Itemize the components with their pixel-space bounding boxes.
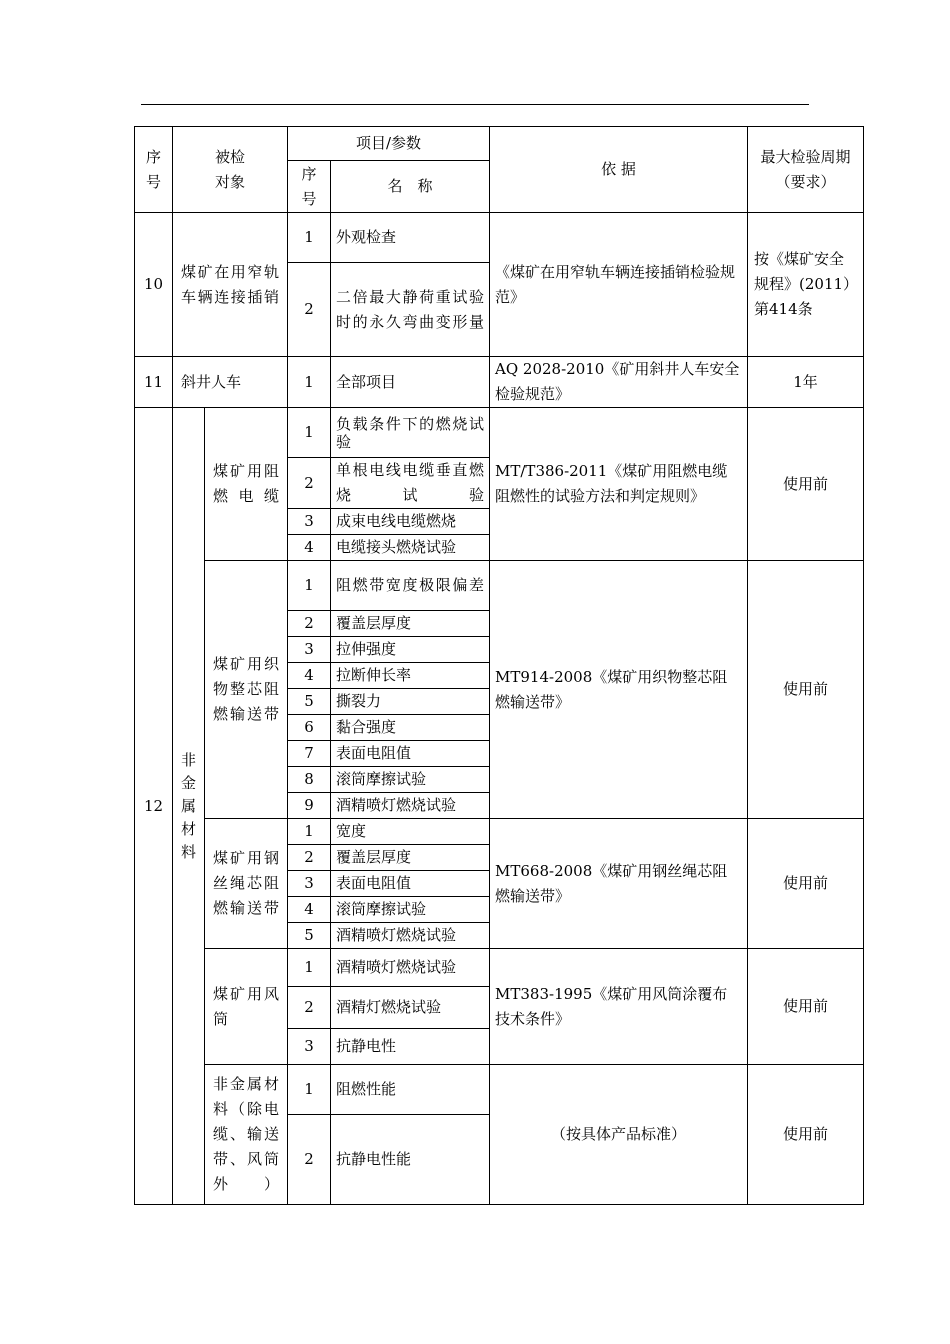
row10-no: 10 <box>135 213 173 357</box>
g3-item3-n: 3 <box>288 871 331 897</box>
header-rule <box>141 104 809 105</box>
g1-item4-n: 4 <box>288 535 331 561</box>
inspection-table <box>134 126 864 1205</box>
g2-item7-n: 7 <box>288 741 331 767</box>
header-object: 被检对象 <box>173 127 288 213</box>
group4-cycle: 使用前 <box>748 949 864 1065</box>
g2-item4-n: 4 <box>288 663 331 689</box>
g1-item1-name: 负载条件下的燃烧试验 <box>331 408 490 458</box>
g2-item4-name: 拉断伸长率 <box>331 663 490 689</box>
header-cycle: 最大检验周期（要求） <box>748 127 864 213</box>
group3-cycle: 使用前 <box>748 819 864 949</box>
group1-basis: MT/T386-2011《煤矿用阻燃电缆阻燃性的试验方法和判定规则》 <box>490 408 748 561</box>
g3-item1-name: 宽度 <box>331 819 490 845</box>
group3-basis: MT668-2008《煤矿用钢丝绳芯阻燃输送带》 <box>490 819 748 949</box>
header-name: 名 称 <box>331 161 490 213</box>
row10-item2-n: 2 <box>288 263 331 357</box>
g2-item9-name: 酒精喷灯燃烧试验 <box>331 793 490 819</box>
g2-item2-name: 覆盖层厚度 <box>331 611 490 637</box>
g2-item2-n: 2 <box>288 611 331 637</box>
row10-object: 煤矿在用窄轨车辆连接插销 <box>173 213 288 357</box>
g3-item2-n: 2 <box>288 845 331 871</box>
g2-item3-n: 3 <box>288 637 331 663</box>
row11-basis: AQ 2028-2010《矿用斜井人车安全检验规范》 <box>490 357 748 408</box>
g2-item1-name: 阻燃带宽度极限偏差 <box>331 561 490 611</box>
g4-item2-name: 酒精灯燃烧试验 <box>331 987 490 1029</box>
g3-item1-n: 1 <box>288 819 331 845</box>
group1-cycle: 使用前 <box>748 408 864 561</box>
row10-cycle: 按《煤矿安全规程》(2011）第414条 <box>748 213 864 357</box>
row12-category: 非金属材料 <box>173 408 205 1205</box>
g1-item3-n: 3 <box>288 509 331 535</box>
g2-item7-name: 表面电阻值 <box>331 741 490 767</box>
group1-object: 煤矿用阻燃电缆 <box>205 408 288 561</box>
g4-item1-n: 1 <box>288 949 331 987</box>
row10-basis: 《煤矿在用窄轨车辆连接插销检验规范》 <box>490 213 748 357</box>
g5-item1-name: 阻燃性能 <box>331 1065 490 1115</box>
header-project-params: 项目/参数 <box>288 127 490 161</box>
g1-item4-name: 电缆接头燃烧试验 <box>331 535 490 561</box>
g5-item1-n: 1 <box>288 1065 331 1115</box>
g3-item5-name: 酒精喷灯燃烧试验 <box>331 923 490 949</box>
g2-item8-n: 8 <box>288 767 331 793</box>
g3-item5-n: 5 <box>288 923 331 949</box>
g2-item9-n: 9 <box>288 793 331 819</box>
g2-item6-n: 6 <box>288 715 331 741</box>
g2-item8-name: 滚筒摩擦试验 <box>331 767 490 793</box>
g4-item2-n: 2 <box>288 987 331 1029</box>
g3-item3-name: 表面电阻值 <box>331 871 490 897</box>
g3-item2-name: 覆盖层厚度 <box>331 845 490 871</box>
g1-item1-n: 1 <box>288 408 331 458</box>
g2-item1-n: 1 <box>288 561 331 611</box>
group2-basis: MT914-2008《煤矿用织物整芯阻燃输送带》 <box>490 561 748 819</box>
group3-object: 煤矿用钢丝绳芯阻燃输送带 <box>205 819 288 949</box>
g3-item4-name: 滚筒摩擦试验 <box>331 897 490 923</box>
g3-item4-n: 4 <box>288 897 331 923</box>
g2-item5-n: 5 <box>288 689 331 715</box>
header-seq: 序号 <box>135 127 173 213</box>
g1-item2-n: 2 <box>288 458 331 509</box>
row11-no: 11 <box>135 357 173 408</box>
row12-no: 12 <box>135 408 173 1205</box>
group5-object: 非金属材料（除电缆、输送带、风筒外） <box>205 1065 288 1205</box>
g4-item3-n: 3 <box>288 1029 331 1065</box>
group2-object: 煤矿用织物整芯阻燃输送带 <box>205 561 288 819</box>
header-sub-seq: 序号 <box>288 161 331 213</box>
row10-item1-name: 外观检查 <box>331 213 490 263</box>
g1-item3-name: 成束电线电缆燃烧 <box>331 509 490 535</box>
row11-cycle: 1年 <box>748 357 864 408</box>
group5-basis: （按具体产品标准） <box>490 1065 748 1205</box>
row11-object: 斜井人车 <box>173 357 288 408</box>
group5-cycle: 使用前 <box>748 1065 864 1205</box>
g4-item1-name: 酒精喷灯燃烧试验 <box>331 949 490 987</box>
g2-item5-name: 撕裂力 <box>331 689 490 715</box>
g4-item3-name: 抗静电性 <box>331 1029 490 1065</box>
g2-item6-name: 黏合强度 <box>331 715 490 741</box>
group2-cycle: 使用前 <box>748 561 864 819</box>
row11-item1-n: 1 <box>288 357 331 408</box>
g2-item3-name: 拉伸强度 <box>331 637 490 663</box>
g1-item2-name: 单根电线电缆垂直燃烧试验 <box>331 458 490 509</box>
header-basis: 依 据 <box>490 127 748 213</box>
group4-object: 煤矿用风筒 <box>205 949 288 1065</box>
row10-item2-name: 二倍最大静荷重试验时的永久弯曲变形量 <box>331 263 490 357</box>
row11-item1-name: 全部项目 <box>331 357 490 408</box>
g5-item2-name: 抗静电性能 <box>331 1115 490 1205</box>
group4-basis: MT383-1995《煤矿用风筒涂覆布技术条件》 <box>490 949 748 1065</box>
row10-item1-n: 1 <box>288 213 331 263</box>
g5-item2-n: 2 <box>288 1115 331 1205</box>
